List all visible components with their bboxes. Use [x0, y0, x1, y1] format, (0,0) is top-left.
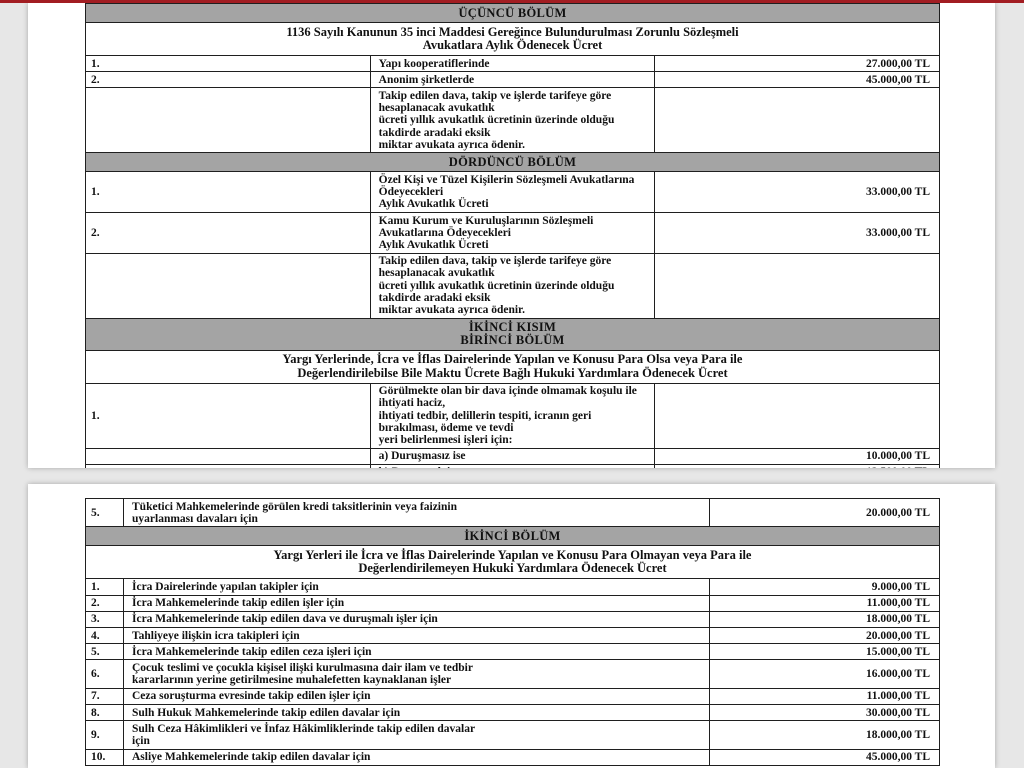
top-red-bar [0, 0, 1024, 3]
text-line: için [132, 734, 150, 747]
row-description [124, 595, 710, 611]
table-row [86, 88, 940, 153]
table-row [86, 499, 940, 527]
text-line: miktar avukata ayrıca ödenir. [378, 303, 525, 316]
row-description [370, 72, 655, 88]
row-amount: 27.000,00 TL [655, 56, 940, 72]
row-amount: 11.000,00 TL [710, 595, 940, 611]
row-description [370, 56, 655, 72]
row-description [124, 749, 710, 765]
section-subheader [86, 546, 940, 579]
text-line: İKİNCİ BÖLÜM [464, 528, 561, 543]
row-description [124, 705, 710, 721]
table-row [86, 579, 940, 595]
table-row [86, 688, 940, 704]
row-description [124, 611, 710, 627]
text-line: ücreti yıllık avukatlık ücretinin üzerinde olduğu takdirde aradaki eksik [378, 114, 615, 139]
table-row [86, 749, 940, 765]
row-amount [655, 253, 940, 318]
text-line: Yapı kooperatiflerinde [378, 57, 490, 70]
text-line: Ceza soruşturma evresinde takip edilen işler için [132, 690, 371, 703]
table-row [86, 383, 940, 448]
row-amount: 18.000,00 TL [710, 611, 940, 627]
section-bar-title [86, 527, 940, 546]
section-subheader-text [86, 350, 940, 383]
text-line: Tahliyeye ilişkin icra takipleri için [132, 629, 300, 642]
row-number: 1. [86, 172, 371, 213]
text-line: ücreti yıllık avukatlık ücretinin üzerinde olduğu takdirde aradaki eksik [378, 279, 615, 304]
row-number: 7. [86, 688, 124, 704]
row-amount: 9.000,00 TL [710, 579, 940, 595]
row-amount: 11.000,00 TL [710, 688, 940, 704]
text-line: Anonim şirketlerde [378, 73, 475, 86]
row-number: 5. [86, 644, 124, 660]
section-subheader [86, 350, 940, 383]
row-amount [655, 383, 940, 448]
text-line: DÖRDÜNCÜ BÖLÜM [448, 154, 577, 169]
row-number: 4. [86, 628, 124, 644]
row-number: 8. [86, 705, 124, 721]
row-description [124, 628, 710, 644]
text-line: ÜÇÜNCÜ BÖLÜM [458, 5, 567, 20]
text-line: kararlarının yerine getirilmesine muhalefetten kaynaklanan işler [132, 674, 452, 687]
row-number: 9. [86, 721, 124, 749]
row-number: 2. [86, 595, 124, 611]
row-number [86, 88, 371, 153]
text-line: Değerlendirilebilse Bile Maktu Ücrete Bağlı Hukuki Yardımlara Ödenecek Ücret [297, 365, 728, 380]
table-row [86, 660, 940, 688]
row-amount: 18.000,00 TL [710, 721, 940, 749]
section-bar-title [86, 4, 940, 23]
row-description [124, 721, 710, 749]
row-description [124, 579, 710, 595]
row-number [86, 253, 371, 318]
text-line [379, 466, 649, 468]
row-number: 6. [86, 660, 124, 688]
text-line: uyarlanması davaları için [132, 512, 258, 525]
text-line: Yargı Yerlerinde, İcra ve İflas Dairelerinde Yapılan ve Konusu Para Olsa veya Para ile [282, 352, 743, 367]
section-bar [86, 527, 940, 546]
row-description [370, 448, 655, 464]
table-row [86, 644, 940, 660]
text-line: İKİNCİ KISIM [468, 320, 557, 335]
text-line: miktar avukata ayrıca ödenir. [378, 138, 525, 151]
row-amount: 16.000,00 TL [710, 660, 940, 688]
row-amount [655, 464, 940, 468]
section-bar-title [86, 153, 940, 172]
row-description [370, 172, 655, 213]
section-subheader [86, 23, 940, 56]
text-line: İcra Dairelerinde yapılan takipler için [132, 580, 319, 593]
text-line: Yargı Yerleri ile İcra ve İflas Dairelerinde Yapılan ve Konusu Para Olmayan veya Para ile [273, 547, 752, 562]
row-number: 5. [86, 499, 124, 527]
row-description [124, 660, 710, 688]
text-line: Asliye Mahkemelerinde takip edilen davalar için [132, 751, 371, 764]
row-number: 1. [86, 56, 371, 72]
text-line: Tüketici Mahkemelerinde görülen kredi taksitlerinin veya faizinin [132, 500, 457, 513]
row-amount: 33.000,00 TL [655, 172, 940, 213]
text-line: a) Duruşmasız ise [378, 450, 466, 463]
text-line: Aylık Avukatlık Ücreti [378, 238, 489, 251]
text-line: İcra Mahkemelerinde takip edilen ceza işleri için [132, 645, 372, 658]
section-bar [86, 4, 940, 23]
section-bar [86, 318, 940, 350]
table-row [86, 611, 940, 627]
table-row [86, 253, 940, 318]
row-amount: 33.000,00 TL [655, 213, 940, 254]
section-subheader-text [86, 546, 940, 579]
text-line: Aylık Avukatlık Ücreti [378, 198, 489, 211]
text-line: Görülmekte olan bir dava içinde olmamak koşulu ile ihtiyati haciz, [378, 385, 637, 410]
text-line: Çocuk teslimi ve çocukla kişisel ilişki kurulmasına dair ilam ve tedbir [132, 661, 473, 674]
row-amount: 30.000,00 TL [710, 705, 940, 721]
text-line: Kamu Kurum ve Kuruluşlarının Sözleşmeli Avukatlarına Ödeyecekleri [378, 214, 594, 239]
section-subheader-text [86, 23, 940, 56]
text-line: Avukatlara Aylık Ödenecek Ücret [422, 38, 603, 52]
row-description [370, 213, 655, 254]
table-row [86, 172, 940, 213]
text-line: Sulh Ceza Hâkimlikleri ve İnfaz Hâkimliklerinde takip edilen davalar [132, 722, 476, 735]
row-amount [655, 88, 940, 153]
table-row [86, 72, 940, 88]
row-number [86, 464, 371, 468]
row-number: 10. [86, 749, 124, 765]
text-line: İcra Mahkemelerinde takip edilen dava ve duruşmalı işler için [132, 613, 438, 626]
table-row [86, 628, 940, 644]
row-amount: 20.000,00 TL [710, 499, 940, 527]
text-line: İcra Mahkemelerinde takip edilen işler için [132, 597, 345, 610]
row-number: 2. [86, 72, 371, 88]
table-row [86, 56, 940, 72]
row-description [124, 499, 710, 527]
row-description [370, 88, 655, 153]
fee-table-page-2 [85, 498, 940, 766]
table-row [86, 705, 940, 721]
row-description [124, 644, 710, 660]
table-row [86, 721, 940, 749]
table-row [86, 213, 940, 254]
row-amount: 45.000,00 TL [710, 749, 940, 765]
text-line: yeri belirlenmesi işleri için: [378, 433, 513, 446]
row-number: 1. [86, 579, 124, 595]
document-page-1 [28, 3, 995, 468]
row-number [86, 448, 371, 464]
table-row [86, 448, 940, 464]
table-row [86, 464, 940, 468]
row-description [370, 253, 655, 318]
row-description [370, 464, 655, 468]
text-line: 1136 Sayılı Kanunun 35 inci Maddesi Gereğince Bulundurulması Zorunlu Sözleşmeli [286, 24, 739, 39]
text-line: Değerlendirilemeyen Hukuki Yardımlara Ödenecek Ücret [358, 561, 667, 576]
row-number: 1. [86, 383, 371, 448]
row-number: 2. [86, 213, 371, 254]
row-number: 3. [86, 611, 124, 627]
row-amount: 20.000,00 TL [710, 628, 940, 644]
text-line: BİRİNCİ BÖLÜM [460, 333, 565, 348]
section-bar-title [86, 318, 940, 350]
row-description [370, 383, 655, 448]
text-line: Takip edilen dava, takip ve işlerde tarifeye göre hesaplanacak avukatlık [378, 89, 612, 115]
document-page-2 [28, 484, 995, 768]
row-amount: 10.000,00 TL [655, 448, 940, 464]
text-line: Özel Kişi ve Tüzel Kişilerin Sözleşmeli Avukatlarına Ödeyecekleri [378, 173, 635, 199]
row-description [124, 688, 710, 704]
section-bar [86, 153, 940, 172]
row-amount: 45.000,00 TL [655, 72, 940, 88]
table-row [86, 595, 940, 611]
row-amount: 15.000,00 TL [710, 644, 940, 660]
fee-table-page-1 [85, 3, 940, 468]
text-line: Takip edilen dava, takip ve işlerde tarifeye göre hesaplanacak avukatlık [378, 255, 612, 280]
text-line: ihtiyati tedbir, delillerin tespiti, icranın geri bırakılması, ödeme ve tevdi [378, 409, 592, 434]
text-line: Sulh Hukuk Mahkemelerinde takip edilen davalar için [132, 706, 401, 719]
